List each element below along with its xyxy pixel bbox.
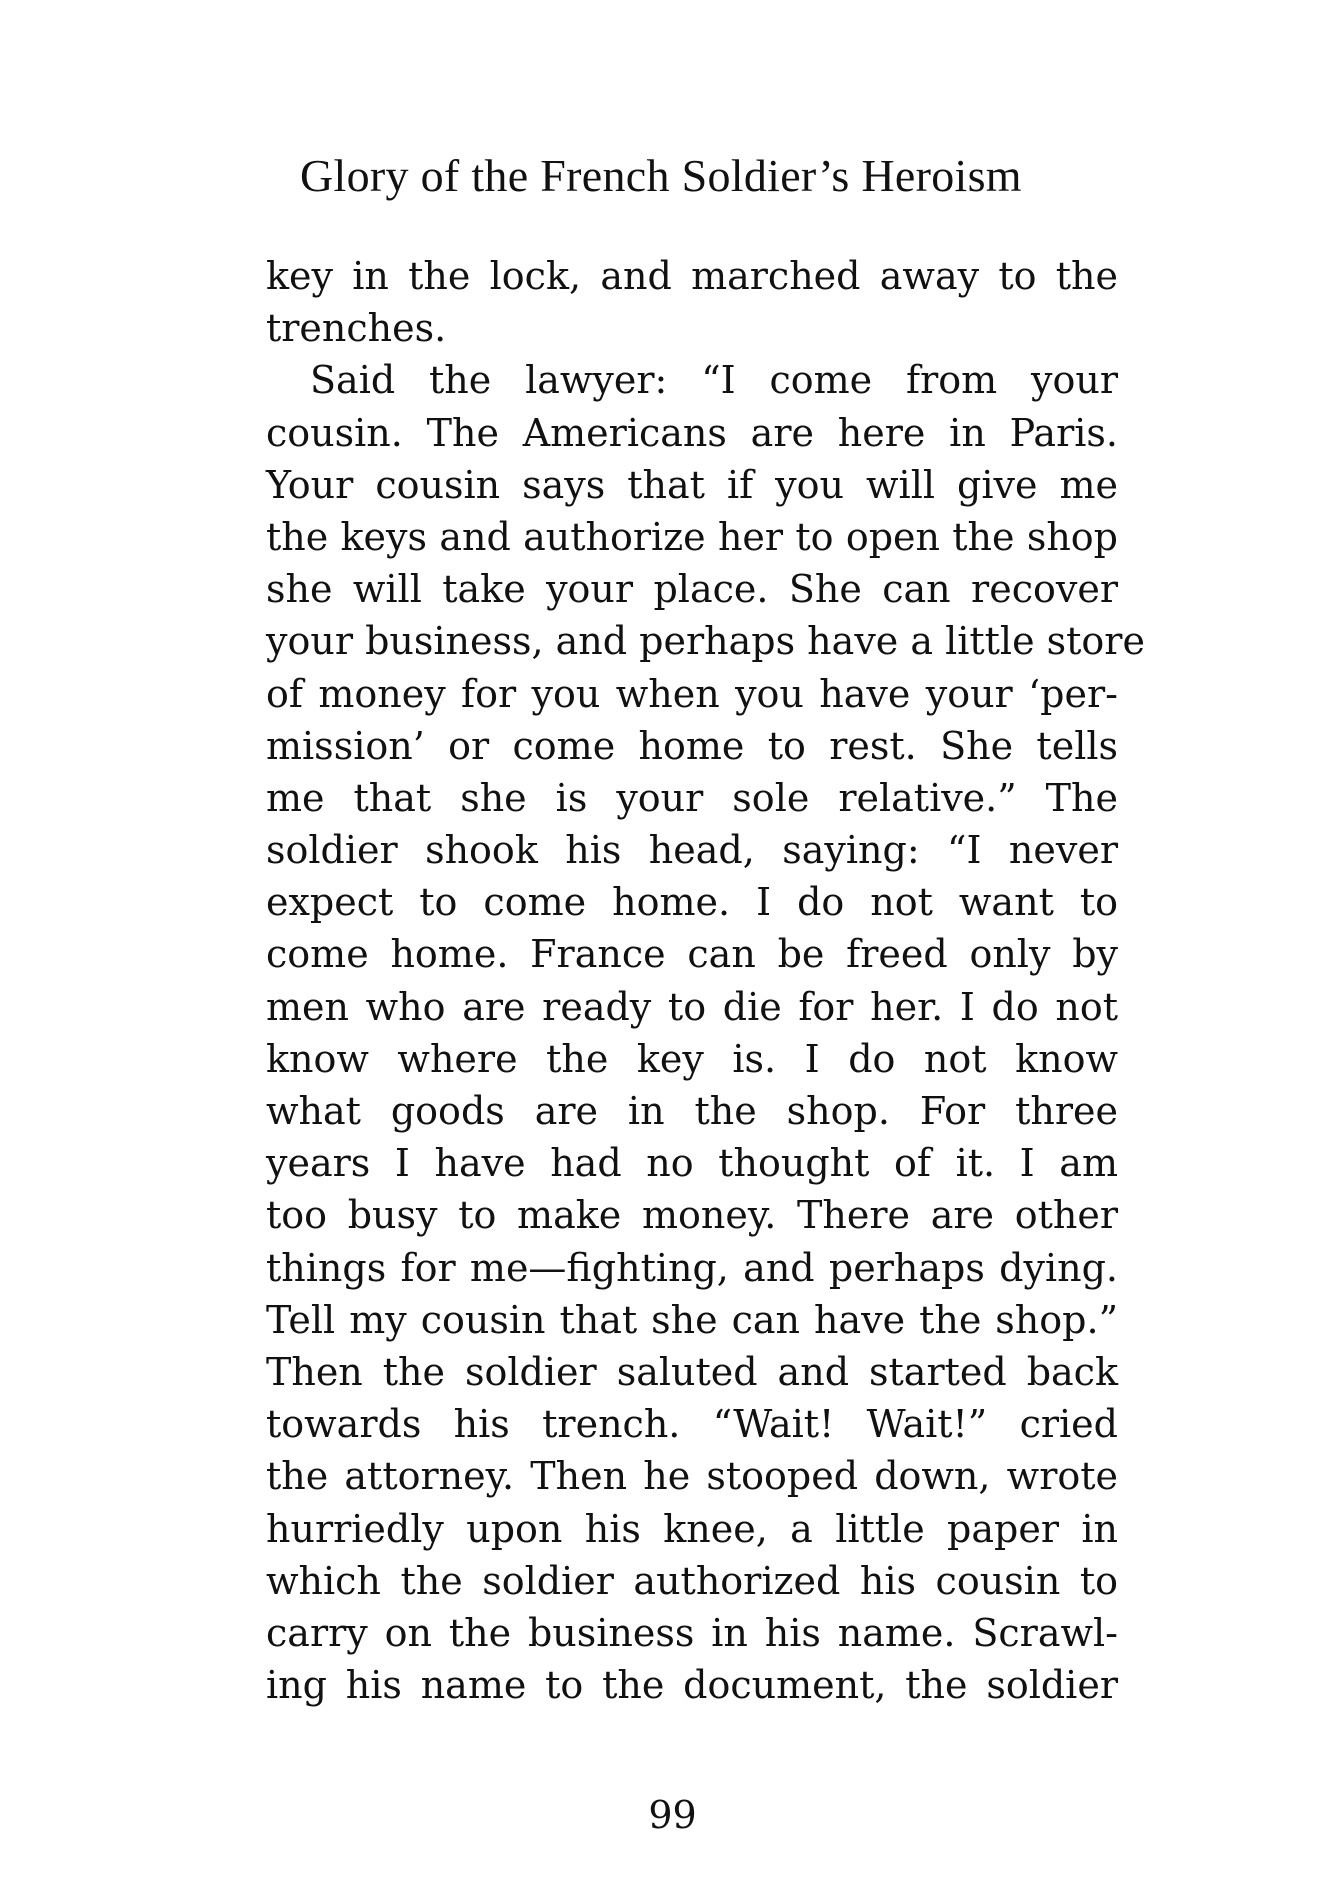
text-line: mission’ or come home to rest. She tells xyxy=(266,723,1118,768)
text-line: key in the lock, and marched away to the xyxy=(266,254,1118,298)
running-head: Glory of the French Soldier’s Heroism xyxy=(300,150,1022,201)
text-line: me that she is your sole relative.” The xyxy=(266,775,1118,820)
text-line: the attorney. Then he stooped down, wrote xyxy=(266,1454,1118,1499)
text-line: things for me—fighting, and perhaps dying. xyxy=(266,1245,1118,1290)
text-line: know where the key is. I do not know xyxy=(266,1036,1118,1081)
text-line: too busy to make money. There are other xyxy=(266,1193,1118,1238)
text-line: Then the soldier saluted and started back xyxy=(266,1349,1118,1394)
text-line: what goods are in the shop. For three xyxy=(266,1089,1118,1133)
text-line: your business, and perhaps have a little store xyxy=(266,619,1145,664)
text-line: towards his trench. “Wait! Wait!” cried xyxy=(266,1402,1118,1447)
page-number: 99 xyxy=(648,1793,697,1837)
text-line: she will take your place. She can recover xyxy=(266,567,1118,612)
text-line: the keys and authorize her to open the shop xyxy=(266,514,1118,559)
body-text xyxy=(266,250,1145,1711)
text-line: Tell my cousin that she can have the shop.” xyxy=(266,1297,1118,1342)
text-line: hurriedly upon his knee, a little paper in xyxy=(266,1506,1118,1551)
text-line: men who are ready to die for her. I do not xyxy=(266,984,1118,1029)
text-line: come home. France can be freed only by xyxy=(266,932,1118,977)
text-line: soldier shook his head, saying: “I never xyxy=(266,828,1118,873)
text-line: Your cousin says that if you will give me xyxy=(266,462,1118,507)
text-line: years I have had no thought of it. I am xyxy=(266,1141,1118,1186)
text-line: which the soldier authorized his cousin to xyxy=(266,1558,1118,1603)
text-line: expect to come home. I do not want to xyxy=(266,880,1118,925)
text-line: trenches. xyxy=(266,306,447,351)
text-line: ing his name to the document, the soldier xyxy=(266,1663,1118,1708)
text-line: Said the lawyer: “I come from your xyxy=(310,358,1118,403)
text-line: cousin. The Americans are here in Paris. xyxy=(266,410,1118,455)
text-line: carry on the business in his name. Scrawl- xyxy=(266,1610,1118,1655)
text-line: of money for you when you have your ‘per- xyxy=(266,671,1118,716)
